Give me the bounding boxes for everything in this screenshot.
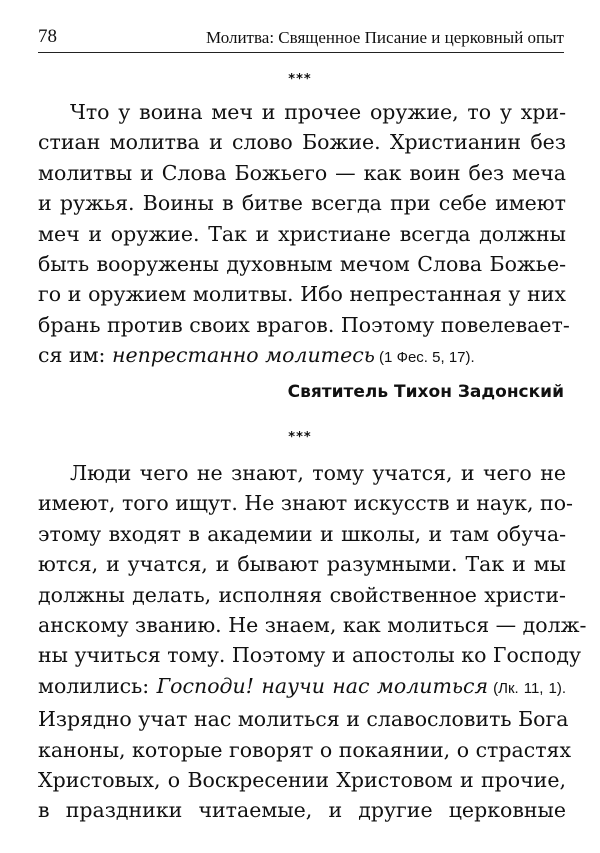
section-separator: *** — [288, 430, 312, 445]
text-line: Люди чего не знают, тому учатся, и чего не — [70, 461, 566, 485]
text-line: быть вооружены духовным мечом Слова Божье- — [38, 252, 566, 277]
text-line: каноны, которые говорят о покаянии, о страстях — [38, 737, 572, 762]
scripture-quote: Господи! научи нас молиться — [156, 673, 489, 698]
text-line: и ружья. Воины в битве всегда при себе имеют — [38, 191, 566, 216]
section-separator: *** — [288, 72, 312, 87]
line-start: молились: — [38, 673, 157, 698]
text-line: молитвы и Слова Божьего — как воин без меча — [38, 160, 566, 185]
text-line: в праздники читаемые, и другие церковные — [38, 798, 566, 823]
text-line-with-quote — [38, 340, 566, 373]
text-line: меч и оружие. Так и христиане всегда должны — [38, 221, 566, 246]
scripture-citation: (1 Фес. 5, 17). — [374, 349, 475, 367]
text-line-with-quote — [38, 671, 566, 704]
scripture-quote: непрестанно молитесь — [111, 343, 375, 368]
text-line: ны учиться тому. Поэтому и апостолы ко Господу — [38, 643, 582, 668]
line-start: ся им: — [38, 343, 112, 368]
text-line: го и оружием молитвы. Ибо непрестанная у них — [38, 282, 566, 307]
text-line: ются, и учатся, и бывают разумными. Так и мы — [38, 552, 566, 577]
page-number: 78 — [38, 26, 57, 47]
text-line: этому входят в академии и школы, и там обуча- — [38, 521, 566, 546]
text-line: должны делать, исполняя свойственное христи- — [38, 582, 566, 607]
text-line: имеют, того ищут. Не знают искусств и наук, по- — [38, 491, 573, 516]
scripture-citation: (Лк. 11, 1). — [488, 679, 566, 697]
text-line: стиан молитва и слово Божие. Христианин без — [38, 130, 566, 155]
paragraph-2 — [38, 458, 587, 826]
running-header — [38, 22, 564, 53]
running-title: Молитва: Священное Писание и церковный опыт — [206, 28, 564, 47]
text-line: анскому званию. Не знаем, как молиться — долж- — [38, 613, 587, 638]
attribution: Святитель Тихон Задонский — [287, 382, 564, 402]
text-line: Христовых, о Воскресении Христовом и прочие, — [38, 768, 566, 793]
text-line: Что у воина меч и прочее оружие, то у хри- — [70, 100, 566, 124]
paragraph-1 — [38, 97, 570, 374]
text-line: брань против своих врагов. Поэтому повелевает- — [38, 312, 570, 337]
text-line: Изрядно учат нас молиться и славословить Бога — [38, 707, 569, 732]
